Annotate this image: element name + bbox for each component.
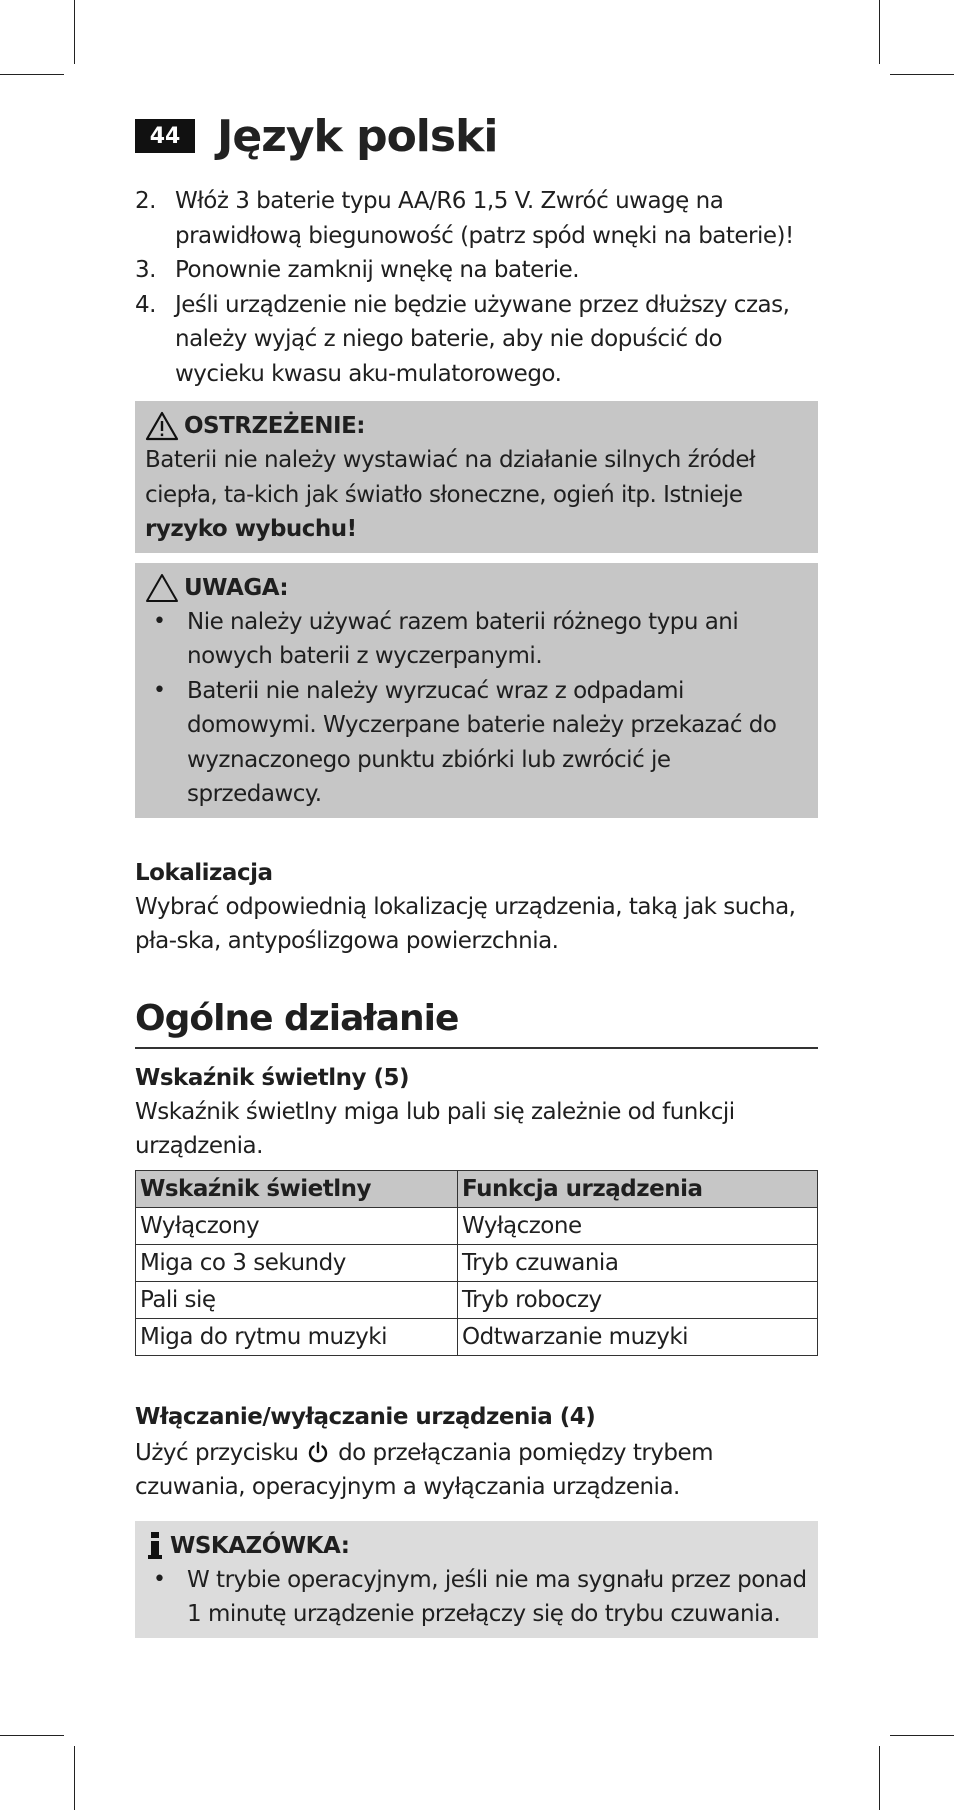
power-text: Użyć przycisku do przełączania pomiędzy trybem czuwania, operacyjnym a wyłączania urządzenia. [135, 1439, 714, 1500]
steps-list [135, 184, 818, 391]
table-header-row [136, 1170, 818, 1207]
crop-mark [890, 1735, 954, 1736]
table-row [136, 1207, 818, 1244]
table-cell: Tryb roboczy [458, 1281, 818, 1318]
list-item [135, 253, 818, 288]
list-item: • Baterii nie należy wyrzucać wraz z odpadami domowymi. Wyczerpane baterie należy przekazać do wyznaczonego punktu zbiórki lub zwrócić je sprzedawcy. [145, 674, 808, 812]
step-text: Ponownie zamknij wnękę na baterie. [175, 257, 580, 283]
caution-list [145, 605, 808, 812]
warning-icon [145, 411, 179, 441]
indicator-heading: Wskaźnik świetlny (5) [135, 1064, 410, 1091]
table-row [136, 1281, 818, 1318]
step-text: Włóż 3 baterie typu AA/R6 1,5 V. Zwróć uwagę na prawidłową biegunowość (patrz spód wnęki na baterie)! [175, 188, 794, 249]
warning-text: Baterii nie należy wystawiać na działanie silnych źródeł ciepła, ta-kich jak światło słoneczne, ogień itp. Istnieje ryzyko wybuchu! [145, 447, 756, 542]
table-cell: Miga do rytmu muzyki [136, 1318, 458, 1355]
crop-mark [0, 74, 64, 75]
table-cell: Miga co 3 sekundy [136, 1244, 458, 1281]
info-icon [145, 1531, 165, 1561]
column-header: Funkcja urządzenia [458, 1170, 818, 1207]
crop-mark [890, 74, 954, 75]
list-item: • W trybie operacyjnym, jeśli nie ma sygnału przez ponad 1 minutę urządzenie przełączy się do trybu czuwania. [145, 1563, 808, 1632]
warning-title: OSTRZEŻENIE: [145, 409, 808, 443]
page-title: Język polski [217, 110, 498, 162]
table-cell: Wyłączony [136, 1207, 458, 1244]
table-cell: Pali się [136, 1281, 458, 1318]
indicator-text: Wskaźnik świetlny miga lub pali się zależnie od funkcji urządzenia. [135, 1098, 735, 1159]
crop-mark [74, 0, 75, 64]
crop-mark [0, 1735, 64, 1736]
warning-emphasis: ryzyko wybuchu! [145, 516, 357, 542]
caution-title: UWAGA: [145, 571, 808, 605]
page-content [135, 108, 818, 1638]
crop-mark [879, 0, 880, 64]
table-cell: Odtwarzanie muzyki [458, 1318, 818, 1355]
hint-title: WSKAZÓWKA: [145, 1529, 808, 1563]
step-number: 3. [135, 257, 156, 283]
power-heading: Włączanie/wyłączanie urządzenia (4) [135, 1403, 596, 1430]
column-header: Wskaźnik świetlny [136, 1170, 458, 1207]
step-text: Jeśli urządzenie nie będzie używane przez dłuższy czas, należy wyjąć z niego baterie, aby nie dopuścić do wycieku kwasu aku-mulatorowego. [175, 291, 790, 387]
table-cell: Tryb czuwania [458, 1244, 818, 1281]
step-number: 4. [135, 291, 156, 318]
crop-mark [74, 1746, 75, 1810]
location-heading: Lokalizacja [135, 859, 273, 886]
table-row [136, 1318, 818, 1355]
page-number: 44 [135, 119, 195, 153]
table-cell: Wyłączone [458, 1207, 818, 1244]
indicator-table [135, 1170, 818, 1356]
list-item [135, 184, 818, 253]
step-number: 2. [135, 188, 156, 214]
list-item: • Nie należy używać razem baterii różnego typu ani nowych baterii z wyczerpanymi. [145, 605, 808, 674]
section-heading: Ogólne działanie [135, 995, 818, 1049]
hint-box [135, 1521, 818, 1638]
warning-box [135, 401, 818, 553]
list-item [135, 288, 818, 392]
hint-list [145, 1563, 808, 1632]
caution-icon [145, 573, 179, 603]
power-icon [307, 1441, 329, 1463]
table-row [136, 1244, 818, 1281]
location-text: Wybrać odpowiednią lokalizację urządzenia, taką jak sucha, pła-ska, antypoślizgowa powierzchnia. [135, 893, 796, 954]
crop-mark [879, 1746, 880, 1810]
caution-box [135, 563, 818, 818]
page-header [135, 108, 818, 164]
